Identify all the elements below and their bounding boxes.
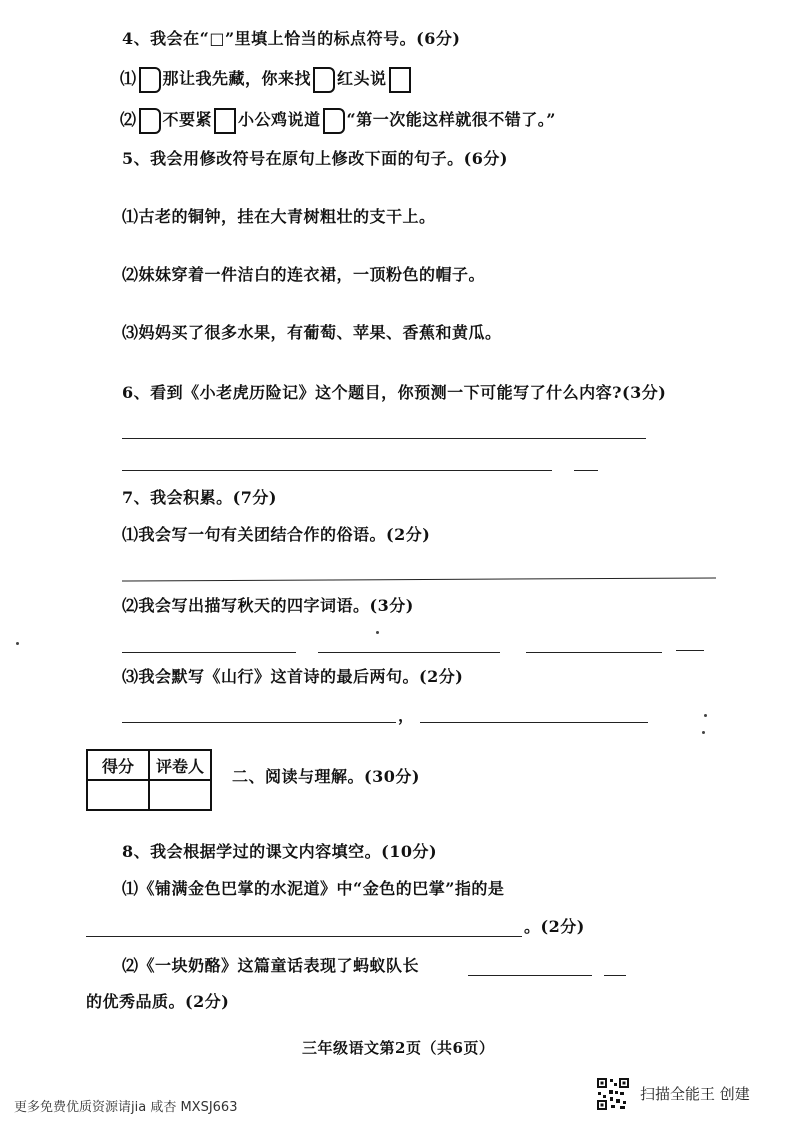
punct-box[interactable] bbox=[313, 67, 335, 93]
comma: ， bbox=[398, 706, 415, 725]
scan-speck bbox=[376, 631, 379, 634]
answer-line[interactable] bbox=[86, 936, 522, 937]
page-footer: 三年级语文第2页（共6页） bbox=[302, 1039, 495, 1057]
answer-line[interactable] bbox=[676, 650, 704, 651]
q4-line-2-text-3: “第一次能这样就很不错了。” bbox=[346, 110, 556, 129]
q5-sentence-2: ⑵妹妹穿着一件洁白的连衣裙，一顶粉色的帽子。 bbox=[122, 265, 486, 284]
answer-line[interactable] bbox=[122, 470, 552, 471]
q7-part-3: ⑶我会默写《山行》这首诗的最后两句。(2分) bbox=[122, 667, 464, 686]
score-cell[interactable] bbox=[87, 780, 149, 810]
punct-box[interactable] bbox=[389, 67, 411, 93]
q4-line-1-text-2: 红头说 bbox=[337, 69, 387, 88]
scan-speck bbox=[16, 642, 19, 645]
q8-part-2: ⑵《一块奶酪》这篇童话表现了蚂蚁队长 bbox=[122, 956, 420, 975]
q4-line-2-text: 不要紧 bbox=[162, 110, 213, 129]
q6-title: 6、看到《小老虎历险记》这个题目，你预测一下可能写了什么内容?(3分) bbox=[122, 383, 667, 402]
answer-line[interactable] bbox=[468, 975, 592, 976]
answer-line[interactable] bbox=[318, 652, 500, 653]
q4-line-2-num: ⑵ bbox=[120, 110, 137, 129]
score-header: 得分 bbox=[87, 750, 149, 780]
answer-line[interactable] bbox=[122, 652, 296, 653]
punct-box[interactable] bbox=[139, 67, 161, 93]
watermark-left: 更多免费优质资源请jia 咸杏 MXSJ663 bbox=[14, 1100, 238, 1115]
q8-title: 8、我会根据学过的课文内容填空。(10分) bbox=[122, 842, 438, 861]
answer-line[interactable] bbox=[122, 438, 646, 439]
answer-line[interactable] bbox=[122, 722, 396, 723]
section-2-title: 二、阅读与理解。(30分) bbox=[232, 767, 420, 786]
q4-line-1-num: ⑴ bbox=[120, 69, 137, 88]
answer-line-stub bbox=[574, 470, 598, 471]
q7-part-2: ⑵我会写出描写秋天的四字词语。(3分) bbox=[122, 596, 414, 615]
q4-line-1-text: 那让我先藏，你来找 bbox=[162, 69, 312, 88]
punct-box[interactable] bbox=[214, 108, 236, 134]
q5-title: 5、我会用修改符号在原句上修改下面的句子。(6分) bbox=[122, 149, 508, 168]
q5-sentence-3: ⑶妈妈买了很多水果，有葡萄、苹果、香蕉和黄瓜。 bbox=[122, 323, 502, 342]
q8-part-2-cont: 的优秀品质。(2分) bbox=[86, 992, 230, 1011]
punct-box[interactable] bbox=[139, 108, 161, 134]
score-table bbox=[86, 749, 212, 811]
q4-line-1 bbox=[120, 64, 413, 94]
scan-speck bbox=[702, 731, 705, 734]
answer-line[interactable] bbox=[122, 577, 716, 581]
scan-speck bbox=[704, 714, 707, 717]
answer-line[interactable] bbox=[604, 975, 626, 976]
answer-line[interactable] bbox=[420, 722, 648, 723]
q4-line-2 bbox=[120, 105, 556, 135]
q5-sentence-1: ⑴古老的铜钟，挂在大青树粗壮的支干上。 bbox=[122, 207, 436, 226]
grader-header: 评卷人 bbox=[149, 750, 211, 780]
q8-part-1-end: 。(2分) bbox=[524, 917, 585, 936]
q7-part-1: ⑴我会写一句有关团结合作的俗语。(2分) bbox=[122, 525, 431, 544]
q4-title: 4、我会在“□”里填上恰当的标点符号。(6分) bbox=[122, 29, 461, 48]
grader-cell[interactable] bbox=[149, 780, 211, 810]
q7-title: 7、我会积累。(7分) bbox=[122, 488, 277, 507]
watermark-right: 扫描全能王 创建 bbox=[640, 1085, 750, 1103]
answer-line[interactable] bbox=[526, 652, 662, 653]
q4-line-2-text-2: 小公鸡说道 bbox=[238, 110, 321, 129]
q8-part-1: ⑴《铺满金色巴掌的水泥道》中“金色的巴掌”指的是 bbox=[122, 879, 505, 898]
punct-box[interactable] bbox=[323, 108, 345, 134]
qr-code-icon bbox=[596, 1077, 630, 1111]
